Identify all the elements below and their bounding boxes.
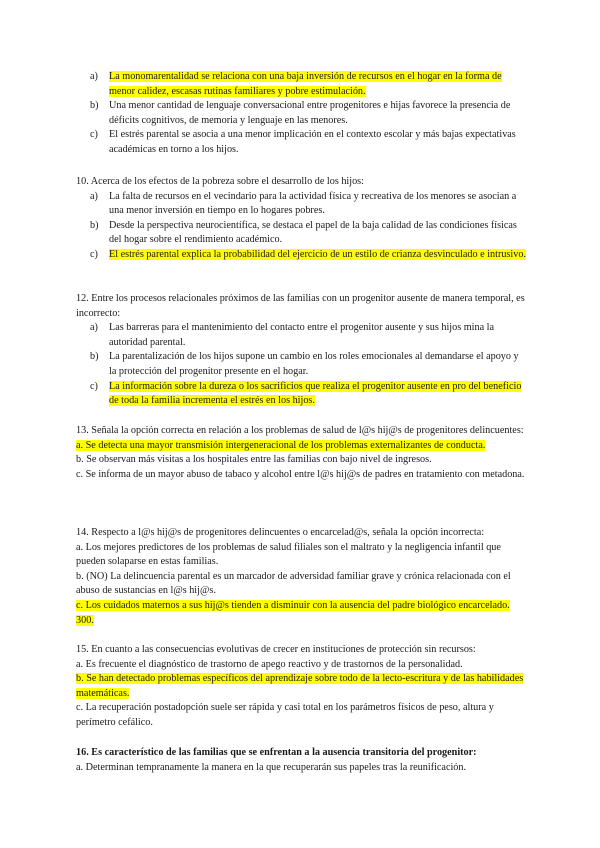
option-text: El estrés parental se asocia a una menor implicación en el contexto escolar y más bajas expectativas académicas en torno a los hijos. — [109, 129, 516, 155]
question-text: 12. Entre los procesos relacionales próximos de las familias con un progenitor ausente de manera temporal, es incorrecto: — [76, 293, 525, 319]
option-c: c. La recuperación postadopción suele ser rápida y casi total en los parámetros físicos de peso, altura y perímetro cefálico. — [76, 702, 494, 728]
question-text: 16. Es característico de las familias que se enfrentan a la ausencia transitoria del progenitor: — [76, 747, 477, 758]
option-c: c) La información sobre la dureza o los sacrificios que realiza el progenitor ausente en pro del beneficio de toda la familia incrementa el estrés en los hijos. — [90, 380, 522, 407]
option-text: Desde la perspectiva neurocientífica, se destaca el papel de la baja calidad de las condiciones físicas del hogar sobre el rendimiento académico. — [109, 219, 517, 246]
option-c: c) El estrés parental se asocia a una menor implicación en el contexto escolar y más bajas expectativas académicas en torno a los hijos. — [76, 128, 528, 157]
option-text: La falta de recursos en el vecindario para la actividad física y recreativa de los menores se asocian a una menor inversión en tiempo en lo hogares pobres. — [109, 190, 517, 217]
question-10 — [76, 175, 528, 263]
question-15 — [76, 643, 528, 731]
option-text-highlighted: La monomarentalidad se relaciona con una baja inversión de recursos en el hogar en la forma de menor calidez, escasas rutinas familiares y pobre estimulación. — [109, 71, 502, 97]
option-a-highlighted: a. Se detecta una mayor transmisión intergeneracional de los problemas externalizantes de conducta. — [76, 439, 486, 451]
question-9-options — [76, 70, 528, 158]
question-16 — [76, 746, 528, 775]
question-13 — [76, 424, 528, 482]
option-b: b) La parentalización de los hijos supone un cambio en los roles emocionales al demandarse el apoyo y la protección del progenitor presente en el hogar. — [76, 350, 528, 379]
question-text: 14. Respecto a l@s hij@s de progenitores delincuentes o encarcelad@s, señala la opción incorrecta: — [76, 527, 485, 538]
option-a: a. Es frecuente el diagnóstico de trastorno de apego reactivo y de trastornos de la personalidad. — [76, 658, 463, 670]
option-c: c. Se informa de un mayor abuso de tabaco y alcohol entre l@s hij@s de padres en tratamiento con metadona. — [76, 468, 525, 480]
question-text: 10. Acerca de los efectos de la pobreza sobre el desarrollo de los hijos: — [76, 176, 364, 187]
option-c-highlighted: c. Los cuidados maternos a sus hij@s tienden a disminuir con la ausencia del padre biológico encarcelado. 300. — [76, 599, 510, 626]
question-14 — [76, 526, 528, 628]
option-b: b. (NO) La delincuencia parental es un marcador de adversidad familiar grave y crónica relacionada con el abuso de sustancias en l@s hij@s. — [76, 570, 511, 597]
option-b: b. Se observan más visitas a los hospitales entre las familias con bajo nivel de ingresos. — [76, 454, 432, 466]
option-text: Las barreras para el mantenimiento del contacto entre el progenitor ausente y sus hijos mina la autoridad parental. — [109, 322, 495, 348]
option-c: c) El estrés parental explica la probabilidad del ejercicio de un estilo de crianza desvinculado e intrusivo. — [90, 248, 526, 260]
option-text: La parentalización de los hijos supone un cambio en los roles emocionales al demandarse el apoyo y la protección del progenitor presente en el hogar. — [109, 351, 519, 377]
option-a: a) Las barreras para el mantenimiento del contacto entre el progenitor ausente y sus hijos mina la autoridad parental. — [76, 321, 528, 350]
option-b-highlighted: b. Se han detectado problemas específicos del aprendizaje sobre todo de la lecto-escritura y de las habilidades matemáticas. — [76, 673, 524, 699]
option-text: Una menor cantidad de lenguaje conversacional entre progenitores e hijas favorece la presencia de déficits cognitivos, de memoria y lenguaje en las menores. — [109, 100, 511, 126]
question-12 — [76, 292, 528, 409]
option-a: a) La falta de recursos en el vecindario para la actividad física y recreativa de los menores se asocian a una menor inversión en tiempo en lo hogares pobres. — [76, 190, 528, 219]
option-a: a. Los mejores predictores de los problemas de salud filiales son el maltrato y la negligencia infantil que pueden solaparse en estas familias. — [76, 541, 501, 568]
option-b: b) Una menor cantidad de lenguaje conversacional entre progenitores e hijas favorece la presencia de déficits cognitivos, de memoria y lenguaje en las menores. — [76, 99, 528, 128]
option-text-highlighted: La información sobre la dureza o los sacrificios que realiza el progenitor ausente en pro del beneficio de toda la familia incrementa el estrés en los hijos. — [109, 380, 522, 407]
question-text: 13. Señala la opción correcta en relación a los problemas de salud de l@s hij@s de progenitores delincuentes: — [76, 425, 524, 436]
option-a: a. Determinan tempranamente la manera en la que recuperarán sus papeles tras la reunificación. — [76, 761, 467, 773]
option-b: b) Desde la perspectiva neurocientífica, se destaca el papel de la baja calidad de las condiciones físicas del hogar sobre el rendimiento académico. — [76, 219, 528, 248]
question-text: 15. En cuanto a las consecuencias evolutivas de crecer en instituciones de protección sin recursos: — [76, 644, 476, 655]
option-a: a) La monomarentalidad se relaciona con una baja inversión de recursos en el hogar en la forma de menor calidez, escasas rutinas familiares y pobre estimulación. — [90, 71, 502, 97]
option-text-highlighted: El estrés parental explica la probabilidad del ejercicio de un estilo de crianza desvinculado e intrusivo. — [109, 248, 526, 260]
